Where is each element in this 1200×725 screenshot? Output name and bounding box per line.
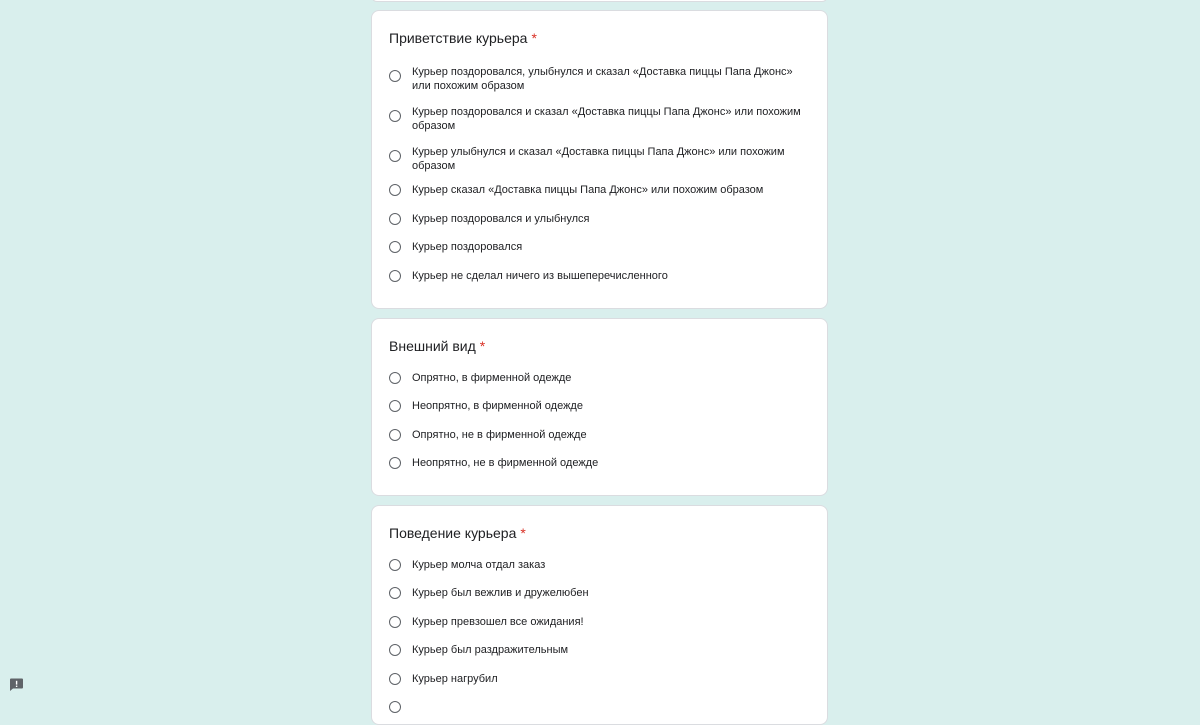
radio-button[interactable] <box>389 150 401 162</box>
radio-option[interactable] <box>388 701 808 717</box>
radio-option-label: Опрятно, не в фирменной одежде <box>412 429 587 441</box>
radio-button[interactable] <box>389 400 401 412</box>
radio-option[interactable] <box>388 372 808 388</box>
radio-option[interactable] <box>388 559 808 575</box>
radio-option-label: Курьер поздоровался и улыбнулся <box>412 213 590 225</box>
radio-button[interactable] <box>389 559 401 571</box>
radio-option-label: Курьер сказал «Доставка пиццы Папа Джонс» или похожим образом <box>412 184 764 196</box>
radio-option[interactable] <box>388 400 808 416</box>
question-card-courier-behavior <box>371 505 828 725</box>
radio-button[interactable] <box>389 270 401 282</box>
radio-button[interactable] <box>389 587 401 599</box>
radio-option-label: Курьер поздоровался и сказал «Доставка пиццы Папа Джонс» или похожим образом <box>412 106 801 132</box>
radio-option-label: Курьер нагрубил <box>412 673 498 685</box>
radio-button[interactable] <box>389 241 401 253</box>
radio-button[interactable] <box>389 70 401 82</box>
radio-option-label: Курьер превзошел все ожидания! <box>412 616 584 628</box>
report-problem-icon[interactable] <box>9 677 24 692</box>
radio-option-label: Неопрятно, не в фирменной одежде <box>412 457 599 469</box>
radio-option-label: Курьер поздоровался, улыбнулся и сказал «Доставка пиццы Папа Джонс» или похожим образом <box>412 66 793 92</box>
radio-option-label: Курьер поздоровался <box>412 241 523 253</box>
radio-option[interactable] <box>388 184 808 200</box>
question-title-text: Поведение курьера <box>389 525 517 541</box>
radio-option-label: Курьер был вежлив и дружелюбен <box>412 587 589 599</box>
previous-question-card <box>371 0 828 2</box>
radio-option-label: Курьер молча отдал заказ <box>412 559 546 571</box>
radio-button[interactable] <box>389 701 401 713</box>
radio-option[interactable] <box>388 457 808 473</box>
radio-button[interactable] <box>389 213 401 225</box>
radio-option[interactable] <box>388 429 808 445</box>
radio-button[interactable] <box>389 644 401 656</box>
question-title <box>389 337 485 355</box>
radio-option[interactable] <box>388 65 808 93</box>
radio-option-label: Курьер не сделал ничего из вышеперечисленного <box>412 270 668 282</box>
radio-option[interactable] <box>388 241 808 257</box>
radio-option[interactable] <box>388 587 808 603</box>
radio-option-label: Курьер улыбнулся и сказал «Доставка пиццы Папа Джонс» или похожим образом <box>412 146 785 172</box>
question-title-text: Внешний вид <box>389 338 476 354</box>
radio-button[interactable] <box>389 429 401 441</box>
radio-option-label: Курьер был раздражительным <box>412 644 569 656</box>
radio-button[interactable] <box>389 616 401 628</box>
question-card-courier-greeting <box>371 10 828 309</box>
radio-option[interactable] <box>388 673 808 689</box>
required-asterisk: * <box>520 525 526 541</box>
radio-option[interactable] <box>388 616 808 632</box>
radio-button[interactable] <box>389 457 401 469</box>
radio-button[interactable] <box>389 110 401 122</box>
radio-option[interactable] <box>388 105 808 133</box>
question-title-text: Приветствие курьера <box>389 30 528 46</box>
radio-option-label: Неопрятно, в фирменной одежде <box>412 400 583 412</box>
radio-button[interactable] <box>389 372 401 384</box>
radio-option[interactable] <box>388 145 808 173</box>
radio-option[interactable] <box>388 270 808 286</box>
radio-option[interactable] <box>388 644 808 660</box>
required-asterisk: * <box>479 338 486 354</box>
radio-button[interactable] <box>389 673 401 685</box>
question-title <box>389 524 526 542</box>
radio-option-label: Опрятно, в фирменной одежде <box>412 372 572 384</box>
required-asterisk: * <box>531 30 537 46</box>
radio-button[interactable] <box>389 184 401 196</box>
question-card-appearance <box>371 318 828 496</box>
question-title <box>389 29 537 47</box>
report-problem-icon-graphic <box>9 677 24 692</box>
radio-option[interactable] <box>388 213 808 229</box>
